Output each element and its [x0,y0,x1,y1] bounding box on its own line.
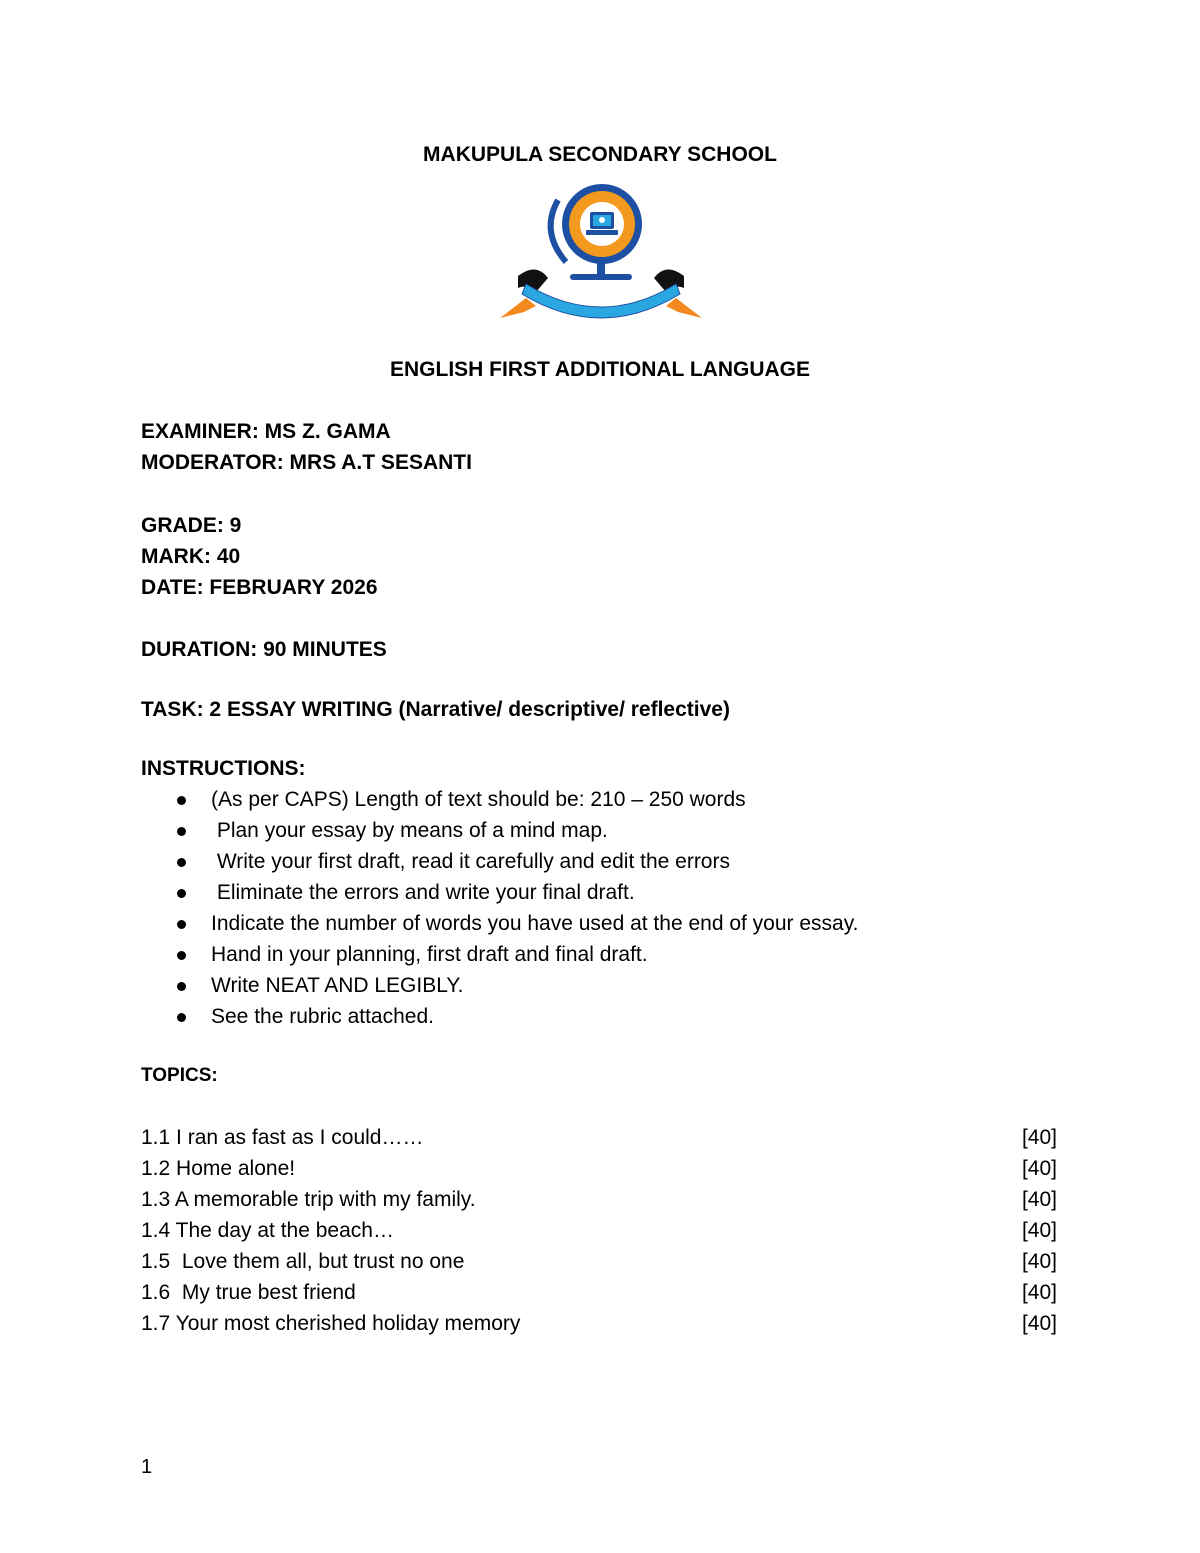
bullet-icon [177,951,186,960]
instruction-item: Write your first draft, read it carefully and edit the errors [177,850,730,874]
topic-mark: [40] [1021,1281,1057,1304]
page-number: 1 [141,1456,153,1478]
instruction-item: Plan your essay by means of a mind map. [177,819,608,843]
topic-mark: [40] [1021,1219,1057,1242]
school-name: MAKUPULA SECONDARY SCHOOL [423,143,777,166]
bullet-icon [177,858,186,867]
topic-row: 1.4 The day at the beach… [40] [141,1219,1057,1242]
topics-heading: TOPICS: [141,1065,218,1086]
instructions-heading: INSTRUCTIONS: [141,757,306,780]
topic-row: 1.2 Home alone! [40] [141,1157,1057,1180]
grade: GRADE: 9 [141,514,242,537]
topic-row: 1.3 A memorable trip with my family. [40] [141,1188,1057,1211]
topic-row: 1.1 I ran as fast as I could…… [40] [141,1126,1057,1149]
instruction-item: See the rubric attached. [177,1005,434,1029]
topic-row: 1.5 Love them all, but trust no one [40] [141,1250,1057,1273]
mark: MARK: 40 [141,545,241,568]
date: DATE: FEBRUARY 2026 [141,576,378,599]
topic-mark: [40] [1021,1250,1057,1273]
topic-mark: [40] [1021,1188,1057,1211]
bullet-icon [177,827,186,836]
topic-mark: [40] [1021,1157,1057,1180]
task: TASK: 2 ESSAY WRITING (Narrative/ descriptive/ reflective) [141,698,730,721]
instruction-item: Eliminate the errors and write your final draft. [177,881,635,905]
school-logo [496,180,706,328]
bullet-icon [177,982,186,991]
instruction-item: (As per CAPS) Length of text should be: 210 – 250 words [177,788,746,812]
instruction-item: Indicate the number of words you have used at the end of your essay. [177,912,859,936]
topic-row: 1.6 My true best friend [40] [141,1281,1057,1304]
bullet-icon [177,920,186,929]
duration: DURATION: 90 MINUTES [141,638,387,661]
moderator: MODERATOR: MRS A.T SESANTI [141,451,472,474]
bullet-icon [177,1013,186,1022]
examiner: EXAMINER: MS Z. GAMA [141,420,391,443]
topic-mark: [40] [1021,1126,1057,1149]
bullet-icon [177,796,186,805]
instruction-item: Hand in your planning, first draft and final draft. [177,943,648,967]
instruction-item: Write NEAT AND LEGIBLY. [177,974,463,998]
bullet-icon [177,889,186,898]
subject-title: ENGLISH FIRST ADDITIONAL LANGUAGE [390,358,810,381]
topic-row: 1.7 Your most cherished holiday memory [40] [141,1312,1057,1335]
topic-mark: [40] [1021,1312,1057,1335]
